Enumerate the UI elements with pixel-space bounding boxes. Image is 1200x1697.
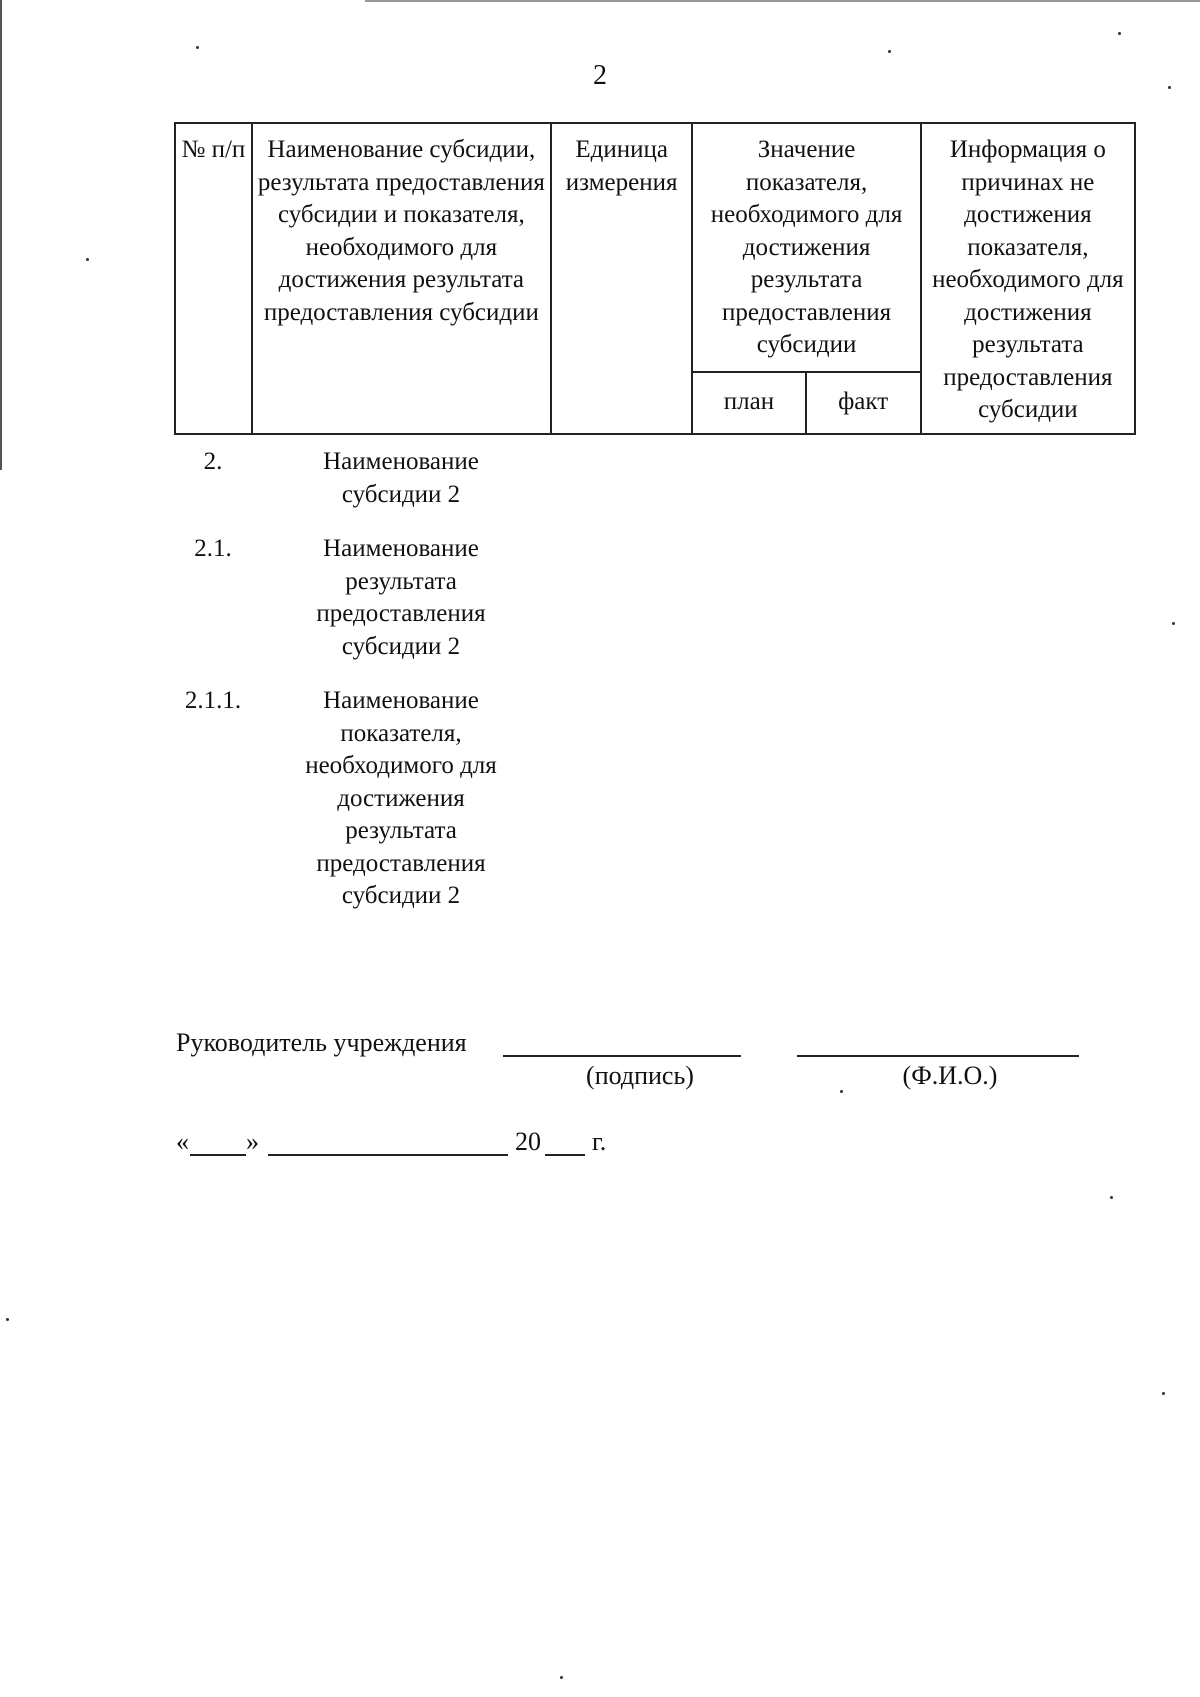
header-number — [175, 123, 252, 434]
indicators-table — [174, 122, 1136, 435]
date-year-line — [545, 1154, 585, 1156]
signature-line — [503, 1055, 741, 1057]
row-number: 2.1. — [194, 535, 232, 562]
header-value-text: Значение показателя, необходимого для достижения результата предоставления субсидии — [710, 136, 903, 358]
date-year-prefix: 20 — [515, 1127, 541, 1156]
header-unit-text: Единица измерения — [565, 136, 678, 196]
scan-edge-top — [365, 0, 1200, 2]
scan-speck — [888, 50, 891, 53]
row-name: Наименование результата предоставления субсидии 2 — [316, 535, 486, 660]
scan-speck — [1162, 1392, 1165, 1395]
scan-speck — [1110, 1196, 1113, 1199]
page-number: 2 — [593, 60, 607, 91]
scan-speck — [1118, 32, 1121, 35]
scan-speck — [1172, 622, 1175, 625]
signature-label: Руководитель учреждения — [176, 1028, 467, 1057]
date-year-suffix: г. — [592, 1127, 607, 1156]
name-hint: (Ф.И.О.) — [902, 1061, 998, 1090]
header-number-text: № п/п — [181, 136, 246, 163]
header-fact — [806, 372, 921, 434]
header-plan — [692, 372, 805, 434]
row-name: Наименование показателя, необходимого для достижения результата предоставления субсидии 2 — [305, 687, 497, 909]
scan-speck — [560, 1676, 563, 1679]
name-line — [797, 1055, 1079, 1057]
date-day-line — [190, 1154, 246, 1156]
date-month-line — [268, 1154, 508, 1156]
scan-speck — [196, 46, 199, 49]
header-info-text: Информация о причинах не достижения показателя, необходимого для достижения результата предоставления субсидии — [932, 136, 1124, 423]
signature-hint: (подпись) — [586, 1061, 694, 1090]
header-name — [252, 123, 551, 434]
scan-speck — [6, 1318, 9, 1321]
date-open-quote: « — [176, 1127, 189, 1156]
header-fact-text: факт — [838, 388, 889, 416]
header-name-text: Наименование субсидии, результата предоставления субсидии и показателя, необходимого для достижения результата предоставления субсидии — [257, 136, 545, 326]
scan-speck — [840, 1090, 843, 1093]
header-info — [921, 123, 1135, 434]
row-number: 2.1.1. — [184, 687, 242, 714]
header-plan-text: план — [723, 388, 775, 416]
scan-speck — [86, 258, 89, 261]
date-close-quote: » — [246, 1127, 259, 1156]
header-value — [692, 123, 920, 372]
header-unit — [551, 123, 692, 434]
row-number: 2. — [203, 448, 223, 475]
row-name: Наименование субсидии 2 — [323, 448, 479, 508]
